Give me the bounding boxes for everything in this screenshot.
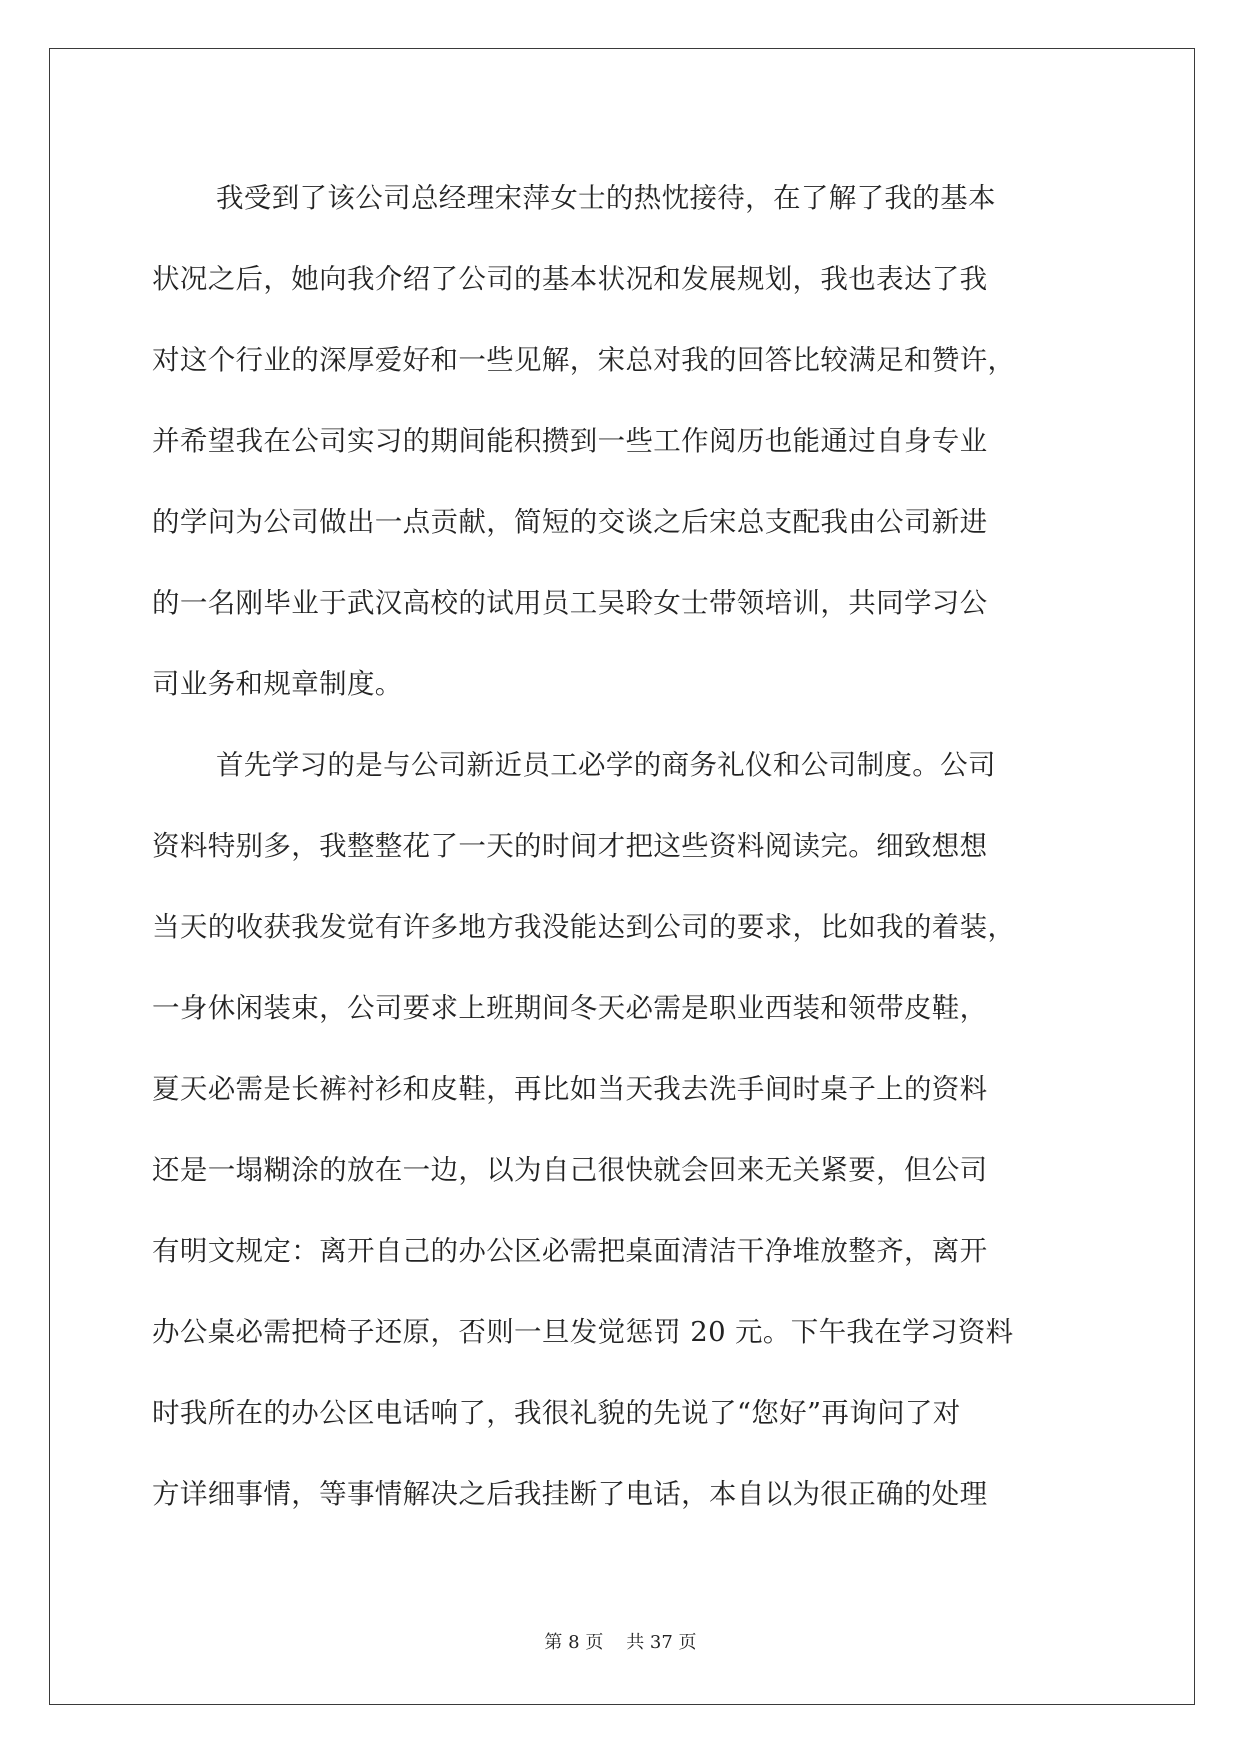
text-line: 对这个行业的深厚爱好和一些见解，宋总对我的回答比较满足和赞许， — [152, 344, 1016, 376]
text-line: 一身休闲装束，公司要求上班期间冬天必需是职业西装和领带皮鞋， — [152, 992, 988, 1024]
text-line: 当天的收获我发觉有许多地方我没能达到公司的要求，比如我的着装， — [152, 911, 1016, 943]
text-line: 方详细事情，等事情解决之后我挂断了电话，本自以为很正确的处理 — [152, 1478, 988, 1510]
text-line: 首先学习的是与公司新近员工必学的商务礼仪和公司制度。公司 — [216, 749, 996, 781]
text-line: 还是一塌糊涂的放在一边，以为自己很快就会回来无关紧要，但公司 — [152, 1154, 988, 1186]
text-line: 的一名刚毕业于武汉高校的试用员工吴聆女士带领培训，共同学习公 — [152, 587, 988, 619]
text-line: 办公桌必需把椅子还原，否则一旦发觉惩罚 20 元。下午我在学习资料 — [152, 1316, 1014, 1348]
text-line: 我受到了该公司总经理宋萍女士的热忱接待，在了解了我的基本 — [216, 182, 996, 214]
text-line: 并希望我在公司实习的期间能积攒到一些工作阅历也能通过自身专业 — [152, 425, 988, 457]
text-line: 状况之后，她向我介绍了公司的基本状况和发展规划，我也表达了我 — [152, 263, 988, 295]
text-line: 的学问为公司做出一点贡献，简短的交谈之后宋总支配我由公司新进 — [152, 506, 988, 538]
text-line: 有明文规定：离开自己的办公区必需把桌面清洁干净堆放整齐，离开 — [152, 1235, 988, 1267]
text-line: 夏天必需是长裤衬衫和皮鞋，再比如当天我去洗手间时桌子上的资料 — [152, 1073, 988, 1105]
text-line: 司业务和规章制度。 — [152, 668, 403, 700]
page-number-footer: 第 8 页 共 37 页 — [544, 1632, 697, 1653]
document-body — [152, 158, 1096, 1535]
text-line: 时我所在的办公区电话响了，我很礼貌的先说了“您好”再询问了对 — [152, 1397, 961, 1429]
text-line: 资料特别多，我整整花了一天的时间才把这些资料阅读完。细致想想 — [152, 830, 988, 862]
